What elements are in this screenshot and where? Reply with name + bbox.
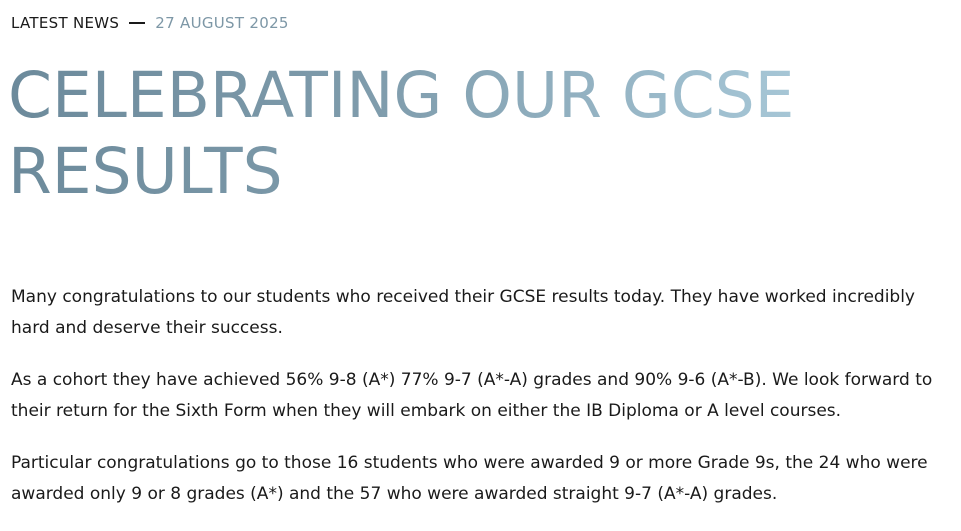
kicker-dash xyxy=(129,22,145,24)
article-kicker xyxy=(11,12,289,34)
publish-date: 27 AUGUST 2025 xyxy=(155,14,289,32)
body-paragraph: Many congratulations to our students who received their GCSE results today. They have worked incredibly hard and deserve their success. xyxy=(11,287,915,338)
body-paragraph: Particular congratulations go to those 16 students who were awarded 9 or more Grade 9s, the 24 who were awarded only 9 or 8 grades (A*) and the 57 who were awarded straight 9-7 (A*-A) grades. xyxy=(11,453,928,504)
article-body xyxy=(11,282,951,531)
section-label[interactable]: LATEST NEWS xyxy=(11,14,120,32)
body-paragraph: As a cohort they have achieved 56% 9-8 (A*) 77% 9-7 (A*-A) grades and 90% 9-6 (A*-B). We look forward to their return for the Sixth Form when they will embark on either the IB Diploma or A level courses. xyxy=(11,370,933,421)
page-title: CELEBRATING OUR GCSE RESULTS xyxy=(8,58,928,210)
